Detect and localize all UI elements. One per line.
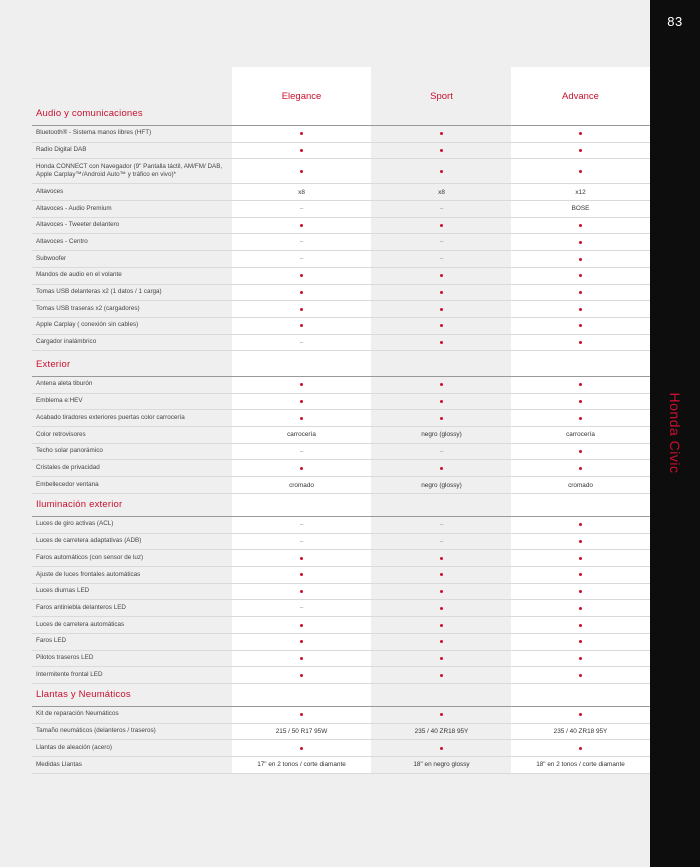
included-dot-icon [511,394,650,410]
table-row [32,410,650,427]
included-dot-icon [511,534,650,550]
included-dot-icon [372,634,511,650]
section-title: Exterior [36,359,71,370]
dot-icon [579,713,582,716]
included-dot-icon [511,285,650,301]
row-label: Altavoces - Audio Premium [36,204,112,212]
included-dot-icon [372,740,511,756]
table-row [32,394,650,411]
dot-icon [300,170,303,173]
included-dot-icon [372,394,511,410]
side-title: Honda Civic [667,392,683,474]
cell-value: x8 [298,188,305,196]
not-available-dash [232,251,371,267]
dash-text: – [299,256,304,263]
table-row [32,318,650,335]
dot-icon [579,607,582,610]
row-label: Luces de carretera automáticas [36,620,125,628]
dot-icon [579,291,582,294]
dot-icon [579,224,582,227]
row-label: Pilotos traseros LED [36,654,94,662]
dot-icon [300,324,303,327]
included-dot-icon [511,268,650,284]
dot-icon [300,383,303,386]
row-label: Llantas de aleación (acero) [36,743,112,751]
dot-icon [440,573,443,576]
dot-icon [300,640,303,643]
dot-icon [579,417,582,420]
dot-icon [440,747,443,750]
dot-icon [300,291,303,294]
dot-icon [300,713,303,716]
cell-value: negro (glossy) [421,481,462,489]
included-dot-icon [511,567,650,583]
not-available-dash [372,251,511,267]
included-dot-icon [232,377,371,393]
cell-value: carrocería [287,431,316,439]
table-row [32,584,650,601]
row-label: Apple Carplay ( conexión sin cables) [36,321,139,329]
table-row [32,461,650,478]
included-dot-icon [511,251,650,267]
included-dot-icon [372,550,511,566]
cell-value: cromado [289,481,314,489]
included-dot-icon [232,584,371,600]
cell-value: x12 [575,188,586,196]
dash-text: – [299,448,304,455]
section-title: Audio y comunicaciones [36,108,143,119]
included-dot-icon [232,285,371,301]
section-title: Llantas y Neumáticos [36,689,131,700]
included-dot-icon [232,461,371,477]
table-row [32,724,650,741]
dot-icon [300,132,303,135]
dot-icon [579,590,582,593]
included-dot-icon [511,126,650,142]
dot-icon [440,149,443,152]
table-row [32,534,650,551]
included-dot-icon [511,667,650,683]
dot-icon [300,557,303,560]
not-available-dash [372,517,511,533]
included-dot-icon [372,159,511,183]
dash-text: – [439,521,444,528]
dot-icon [440,341,443,344]
dot-icon [300,417,303,420]
dot-icon [440,607,443,610]
included-dot-icon [372,143,511,159]
dot-icon [440,713,443,716]
row-label: Faros LED [36,637,67,645]
row-label: Subwoofer [36,254,67,262]
included-dot-icon [511,235,650,251]
included-dot-icon [232,143,371,159]
dot-icon [300,573,303,576]
row-label: Acabado tiradores exteriores puertas color carrocería [36,413,185,421]
table-row [32,377,650,394]
row-label: Ajuste de luces frontales automáticas [36,570,141,578]
included-dot-icon [511,740,650,756]
included-dot-icon [511,517,650,533]
included-dot-icon [372,617,511,633]
table-row [32,268,650,285]
cell-value: negro (glossy) [421,431,462,439]
included-dot-icon [511,410,650,426]
included-dot-icon [511,335,650,351]
table-row [32,126,650,143]
included-dot-icon [511,634,650,650]
dash-text: – [299,521,304,528]
row-label: Radio Digital DAB [36,146,87,154]
included-dot-icon [232,634,371,650]
table-row [32,651,650,668]
row-label: Luces diurnas LED [36,587,90,595]
row-label: Altavoces - Tweeter delantero [36,221,120,229]
table-row [32,617,650,634]
included-dot-icon [372,584,511,600]
row-label: Kit de reparación Neumáticos [36,710,119,718]
not-available-dash [232,534,371,550]
cell-value: 18" en 2 tonos / corte diamante [536,761,625,769]
dash-text: – [299,339,304,346]
dot-icon [579,341,582,344]
included-dot-icon [511,601,650,617]
included-dot-icon [372,707,511,723]
right-sidebar [650,0,700,867]
dot-icon [579,324,582,327]
included-dot-icon [372,268,511,284]
not-available-dash [372,201,511,217]
not-available-dash [372,444,511,460]
included-dot-icon [372,126,511,142]
dot-icon [440,224,443,227]
cell-value: 235 / 40 ZR18 95Y [414,728,469,736]
table-row [32,301,650,318]
dot-icon [440,274,443,277]
dash-text: – [299,205,304,212]
dot-icon [579,274,582,277]
table-row [32,601,650,618]
table-row [32,517,650,534]
dot-icon [300,657,303,660]
table-row [32,667,650,684]
dot-icon [440,557,443,560]
dot-icon [440,291,443,294]
dot-icon [440,132,443,135]
column-header-elegance: Elegance [281,91,322,102]
dot-icon [440,400,443,403]
row-label: Faros automáticos (con sensor de luz) [36,553,144,561]
table-row [32,477,650,494]
included-dot-icon [372,285,511,301]
table-row [32,634,650,651]
not-available-dash [232,517,371,533]
dot-icon [440,590,443,593]
included-dot-icon [372,318,511,334]
dot-icon [579,674,582,677]
dash-text: – [299,538,304,545]
row-label: Altavoces - Centro [36,237,88,245]
table-row [32,740,650,757]
table-row [32,184,650,201]
included-dot-icon [232,394,371,410]
dot-icon [440,170,443,173]
table-row [32,143,650,160]
table-row [32,235,650,252]
included-dot-icon [511,444,650,460]
dot-icon [440,624,443,627]
section-title: Iluminación exterior [36,499,123,510]
dot-icon [300,274,303,277]
row-label: Bluetooth® - Sistema manos libres (HFT) [36,129,152,137]
dot-icon [579,308,582,311]
table-row [32,444,650,461]
dot-icon [440,674,443,677]
included-dot-icon [232,550,371,566]
included-dot-icon [372,601,511,617]
included-dot-icon [511,617,650,633]
table-row [32,335,650,352]
row-label: Faros antiniebla delanteros LED [36,603,126,611]
not-available-dash [232,444,371,460]
dot-icon [440,467,443,470]
dot-icon [579,573,582,576]
included-dot-icon [372,667,511,683]
included-dot-icon [232,567,371,583]
dot-icon [579,400,582,403]
dot-icon [300,747,303,750]
not-available-dash [372,235,511,251]
not-available-dash [372,534,511,550]
dash-text: – [299,605,304,612]
row-label: Honda CONNECT con Navegador (9" Pantalla táctil, AM/FM/ DAB, Apple Carplay™/Android Auto™ y tráfico en vivo)* [36,162,223,179]
included-dot-icon [372,410,511,426]
included-dot-icon [232,617,371,633]
dot-icon [300,224,303,227]
cell-value: 18" en negro glossy [413,761,470,769]
included-dot-icon [511,461,650,477]
table-row [32,550,650,567]
dash-text: – [439,205,444,212]
dash-text: – [439,448,444,455]
included-dot-icon [232,410,371,426]
dot-icon [579,557,582,560]
cell-value: cromado [568,481,593,489]
included-dot-icon [511,651,650,667]
dot-icon [579,657,582,660]
row-label: Emblema e:HEV [36,397,83,405]
cell-value: x8 [438,188,445,196]
included-dot-icon [232,707,371,723]
column-header-advance: Advance [562,91,599,102]
dot-icon [579,241,582,244]
dot-icon [440,308,443,311]
row-label: Cargador inalámbrico [36,338,97,346]
dot-icon [440,657,443,660]
included-dot-icon [511,584,650,600]
included-dot-icon [511,550,650,566]
included-dot-icon [372,218,511,234]
not-available-dash [232,601,371,617]
included-dot-icon [232,301,371,317]
included-dot-icon [511,318,650,334]
table-row [32,251,650,268]
not-available-dash [232,235,371,251]
row-label: Luces de giro activas (ACL) [36,520,114,528]
dot-icon [300,467,303,470]
dot-icon [300,590,303,593]
included-dot-icon [511,218,650,234]
dot-icon [440,383,443,386]
dot-icon [579,624,582,627]
table-row [32,201,650,218]
table-row [32,285,650,302]
dot-icon [579,132,582,135]
included-dot-icon [372,651,511,667]
table-row [32,707,650,724]
dash-text: – [439,538,444,545]
dot-icon [579,258,582,261]
row-label: Antena aleta tiburón [36,380,93,388]
row-label: Luces de carretera adaptativas (ADB) [36,537,142,545]
included-dot-icon [232,268,371,284]
included-dot-icon [232,126,371,142]
table-row [32,159,650,184]
cell-value: 235 / 40 ZR18 95Y [553,728,608,736]
row-label: Altavoces [36,187,64,195]
row-label: Intermitente frontal LED [36,670,103,678]
included-dot-icon [511,143,650,159]
dot-icon [440,417,443,420]
not-available-dash [232,201,371,217]
included-dot-icon [511,377,650,393]
dot-icon [579,383,582,386]
table-row [32,757,650,774]
table-row [32,427,650,444]
included-dot-icon [372,301,511,317]
included-dot-icon [232,218,371,234]
dot-icon [440,640,443,643]
dot-icon [579,450,582,453]
dot-icon [300,624,303,627]
cell-value: BOSE [571,205,590,213]
dot-icon [579,747,582,750]
row-label: Techo solar panorámico [36,447,103,455]
dot-icon [579,540,582,543]
row-label: Tomas USB delanteras x2 (1 datos / 1 carga) [36,288,162,296]
dot-icon [300,400,303,403]
included-dot-icon [232,318,371,334]
included-dot-icon [232,159,371,183]
row-label: Cristales de privacidad [36,463,100,471]
dash-text: – [439,256,444,263]
dash-text: – [299,239,304,246]
included-dot-icon [372,567,511,583]
cell-value: 17" en 2 tonos / corte diamante [257,761,346,769]
row-label: Color retrovisores [36,430,86,438]
row-label: Mandos de audio en el volante [36,271,122,279]
dot-icon [579,467,582,470]
included-dot-icon [372,377,511,393]
included-dot-icon [511,707,650,723]
dot-icon [579,149,582,152]
cell-value: 215 / 50 R17 95W [275,728,328,736]
column-header-sport: Sport [430,91,453,102]
table-row [32,567,650,584]
included-dot-icon [232,740,371,756]
dot-icon [300,149,303,152]
not-available-dash [232,335,371,351]
included-dot-icon [232,651,371,667]
dot-icon [300,308,303,311]
row-label: Embellecedor ventana [36,480,99,488]
dot-icon [579,170,582,173]
included-dot-icon [232,667,371,683]
included-dot-icon [372,461,511,477]
dot-icon [579,523,582,526]
row-label: Medidas Llantas [36,760,82,768]
dash-text: – [439,239,444,246]
dot-icon [579,640,582,643]
dot-icon [440,324,443,327]
included-dot-icon [511,159,650,183]
included-dot-icon [511,301,650,317]
included-dot-icon [372,335,511,351]
row-label: Tomas USB traseras x2 (cargadores) [36,304,140,312]
row-label: Tamaño neumáticos (delanteros / traseros) [36,727,156,735]
table-row [32,218,650,235]
cell-value: carrocería [566,431,595,439]
dot-icon [300,674,303,677]
page-number: 83 [667,14,683,29]
